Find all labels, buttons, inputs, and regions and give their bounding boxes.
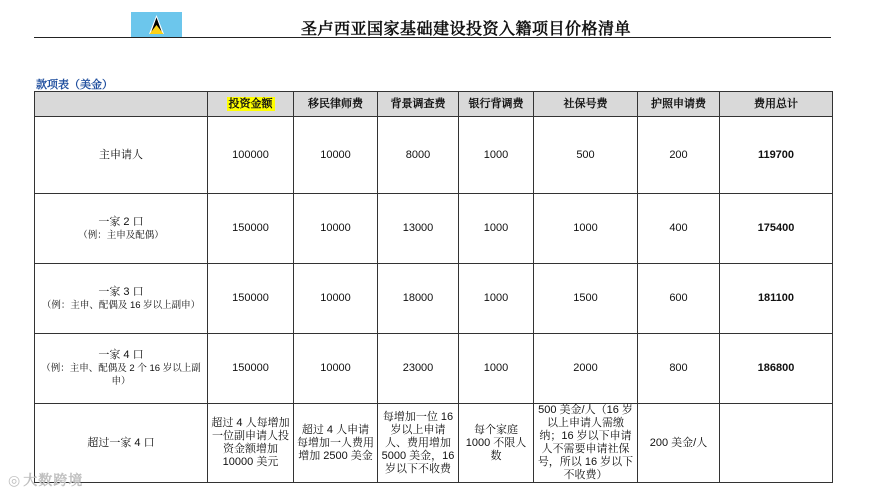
header-cell: 背景调查费	[378, 92, 459, 117]
row-label	[35, 117, 208, 194]
table-row	[35, 194, 833, 264]
table-cell: 150000	[208, 264, 294, 334]
table-cell: 2000	[534, 334, 638, 404]
row-label	[35, 194, 208, 264]
watermark	[8, 470, 83, 490]
section-label: 款项表（美金）	[36, 79, 113, 91]
row-label-main: 主申请人	[99, 148, 143, 161]
table-cell: 150000	[208, 194, 294, 264]
row-label-sub: （例：主申及配偶）	[78, 229, 164, 241]
table-row	[35, 404, 833, 483]
table-cell: 400	[638, 194, 720, 264]
table-cell: 600	[638, 264, 720, 334]
table-row	[35, 117, 833, 194]
title-divider	[34, 37, 831, 38]
row-label	[35, 264, 208, 334]
table-cell: 1500	[534, 264, 638, 334]
header-cell: 护照申请费	[638, 92, 720, 117]
table-cell: 1000	[459, 264, 534, 334]
table-cell: 超过 4 人申请每增加一人费用增加 2500 美金	[294, 404, 378, 483]
table-cell: 500	[534, 117, 638, 194]
table-cell: 23000	[378, 334, 459, 404]
watermark-logo-icon: ◎	[8, 472, 22, 488]
header-cell-investment	[208, 92, 294, 117]
total-cell: 175400	[720, 194, 833, 264]
header-cell: 银行背调费	[459, 92, 534, 117]
row-label-main: 一家 3 口	[98, 285, 144, 298]
table-cell: 8000	[378, 117, 459, 194]
table-header-row	[35, 92, 833, 117]
header-cell: 费用总计	[720, 92, 833, 117]
table-cell: 1000	[459, 334, 534, 404]
table-cell: 10000	[294, 264, 378, 334]
table-cell: 200 美金/人	[638, 404, 720, 483]
total-cell: 119700	[720, 117, 833, 194]
table-row	[35, 334, 833, 404]
row-label-main: 超过一家 4 口	[87, 436, 155, 449]
row-label	[35, 334, 208, 404]
table-cell: 每增加一位 16 岁以上申请人、费用增加 5000 美金，16 岁以下不收费	[378, 404, 459, 483]
header-cell: 社保号费	[534, 92, 638, 117]
total-cell: 181100	[720, 264, 833, 334]
price-table	[34, 91, 833, 483]
row-label-main: 一家 4 口	[98, 349, 144, 361]
table-cell: 超过 4 人每增加一位副申请人投资金额增加 10000 美元	[208, 404, 294, 483]
row-label-sub: （例：主申、配偶及 2 个 16 岁以上副申）	[41, 363, 201, 387]
table-cell: 800	[638, 334, 720, 404]
table-cell: 10000	[294, 194, 378, 264]
table-row	[35, 264, 833, 334]
table-cell: 500 美金/人（16 岁以上申请人需缴纳；16 岁以下申请人不需要申请社保号，所以 16 岁以下不收费）	[534, 404, 638, 483]
table-cell: 18000	[378, 264, 459, 334]
table-cell: 100000	[208, 117, 294, 194]
table-cell: 每个家庭 1000 不限人数	[459, 404, 534, 483]
table-cell: 200	[638, 117, 720, 194]
table-cell: 1000	[459, 117, 534, 194]
table-cell: 1000	[459, 194, 534, 264]
header-label-investment: 投资金额	[228, 97, 273, 110]
total-cell	[720, 404, 833, 483]
table-cell: 13000	[378, 194, 459, 264]
row-label-sub: （例：主申、配偶及 16 岁以上副申）	[41, 299, 201, 311]
watermark-text: 大数跨境	[23, 472, 84, 488]
table-cell: 150000	[208, 334, 294, 404]
header-cell	[35, 92, 208, 117]
page-title: 圣卢西亚国家基础建设投资入籍项目价格清单	[300, 21, 631, 38]
total-cell: 186800	[720, 334, 833, 404]
row-label-main: 一家 2 口	[98, 215, 144, 228]
table-cell: 10000	[294, 117, 378, 194]
table-cell: 10000	[294, 334, 378, 404]
table-cell: 1000	[534, 194, 638, 264]
header-cell: 移民律师费	[294, 92, 378, 117]
